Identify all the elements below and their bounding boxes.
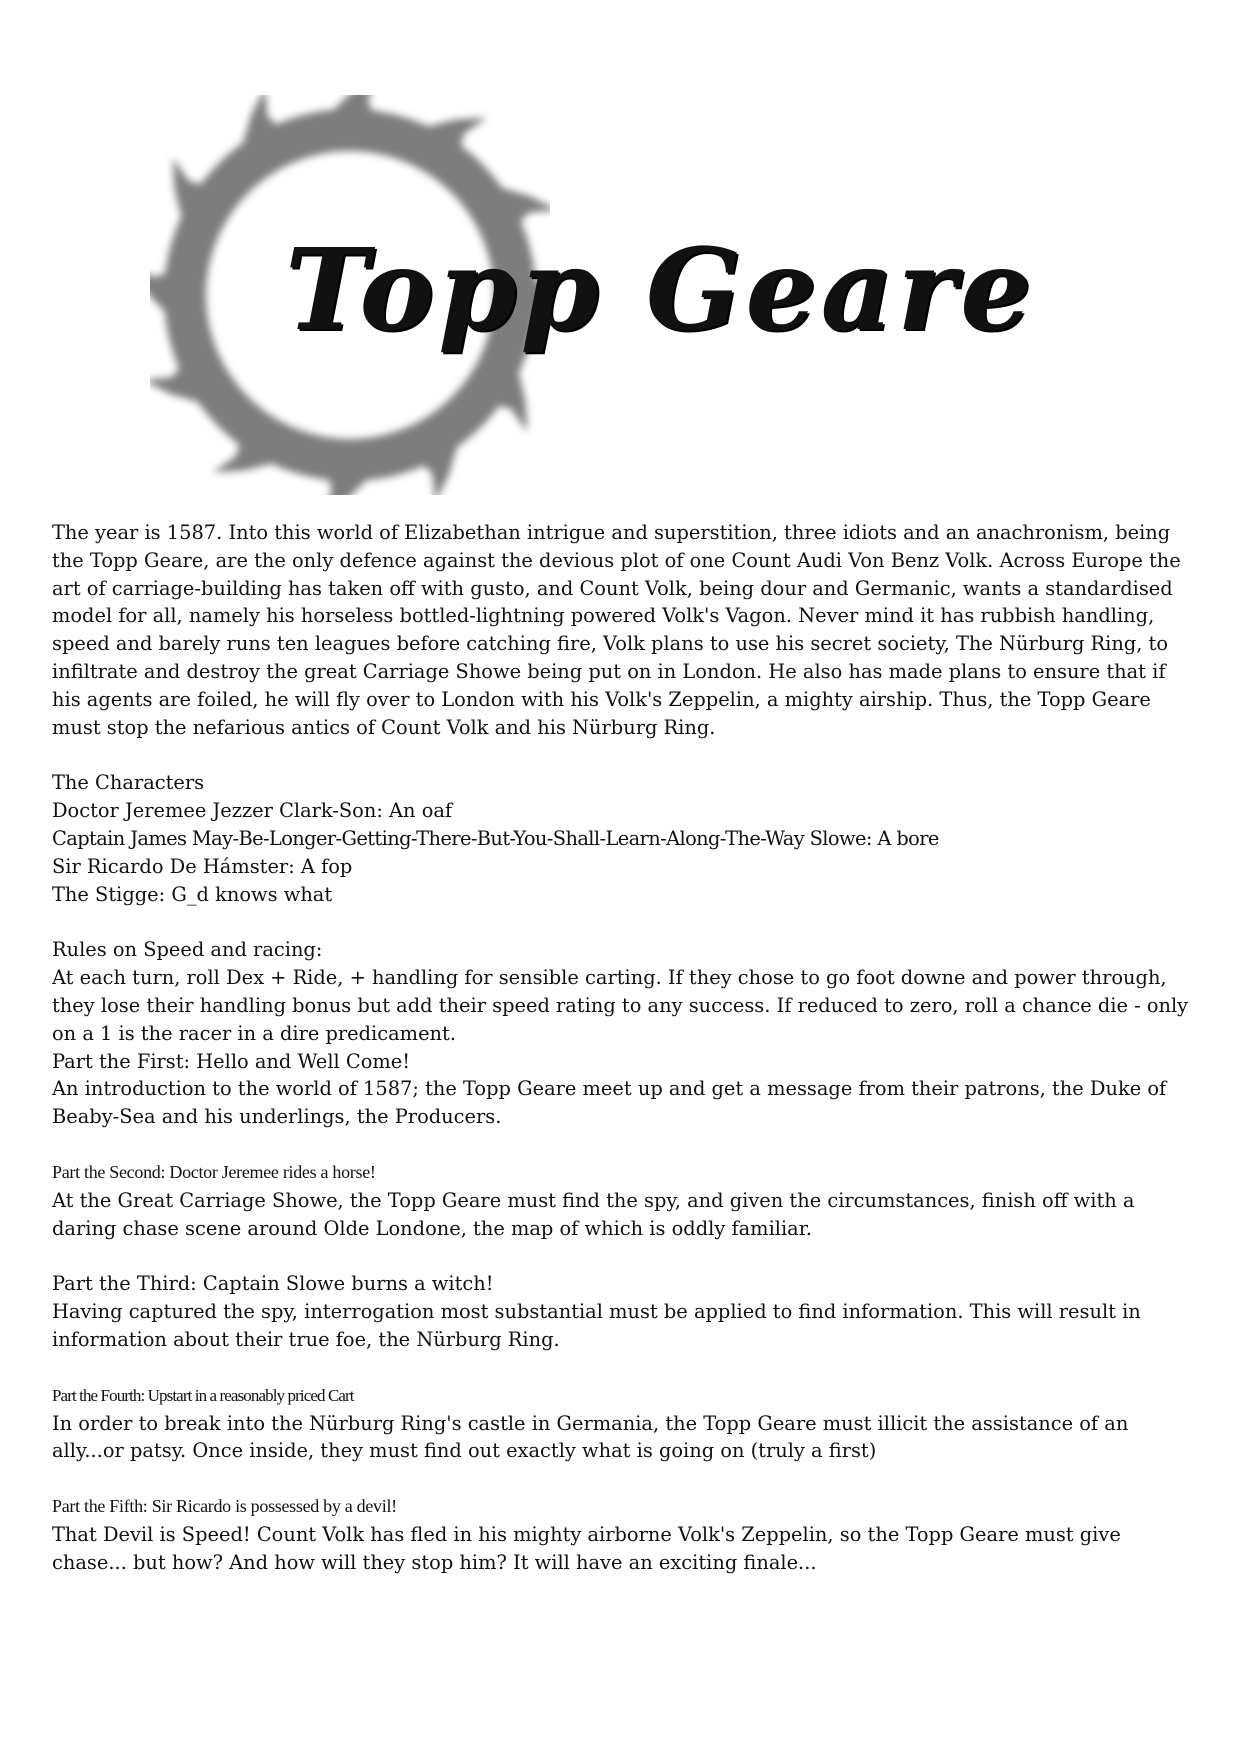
- part-text: In order to break into the Nürburg Ring's castle in Germania, the Topp Geare must illicit the assistance of an ally...or patsy. Once inside, they must find out exactly what is going on (truly a first): [52, 1411, 1129, 1463]
- page-title: Topp Geare: [285, 225, 1036, 356]
- part-text: That Devil is Speed! Count Volk has fled in his mighty airborne Volk's Zeppelin, so the Topp Geare must give chase... but how? And how will they stop him? It will have an exciting finale...: [52, 1522, 1121, 1574]
- part-heading: Part the Fourth: Upstart in a reasonably priced Cart: [52, 1385, 354, 1405]
- part-heading: Part the Third: Captain Slowe burns a witch!: [52, 1272, 494, 1296]
- part-heading: Part the Second: Doctor Jeremee rides a horse!: [52, 1161, 376, 1182]
- character-item: Captain James May-Be-Longer-Getting-There-But-You-Shall-Learn-Along-The-Way Slowe: A bore: [52, 826, 939, 850]
- part-text: An introduction to the world of 1587; the Topp Geare meet up and get a message from their patrons, the Duke of Beaby-Sea and his underlings, the Producers.: [52, 1077, 1167, 1129]
- characters-heading: The Characters: [52, 771, 205, 795]
- rules-text: At each turn, roll Dex + Ride, + handling for sensible carting. If they chose to go foot downe and power through, they lose their handling bonus but add their speed rating to any success. If reduced to zero, roll a chance die - only on a 1 is the racer in a dire predicament.: [52, 966, 1189, 1045]
- character-item: The Stigge: G_d knows what: [52, 882, 333, 906]
- character-item: Sir Ricardo De Hámster: A fop: [52, 854, 353, 878]
- character-item: Doctor Jeremee Jezzer Clark-Son: An oaf: [52, 799, 453, 823]
- part-heading: Part the First: Hello and Well Come!: [52, 1049, 411, 1073]
- document-body: [52, 519, 1192, 1577]
- rules-heading: Rules on Speed and racing:: [52, 938, 323, 962]
- title-logo: [150, 95, 1080, 495]
- part-text: Having captured the spy, interrogation most substantial must be applied to find information. This will result in information about their true foe, the Nürburg Ring.: [52, 1300, 1141, 1351]
- intro-paragraph: The year is 1587. Into this world of Elizabethan intrigue and superstition, three idiots and an anachronism, being the Topp Geare, are the only defence against the devious plot of one Count Audi Von Benz Volk. Across Europe the art of carriage-building has taken off with gusto, and Count Volk, being dour and Germanic, wants a standardised model for all, namely his horseless bottled-lightning powered Volk's Vagon. Never mind it has rubbish handling, speed and barely runs ten leagues before catching fire, Volk plans to use his secret society, The Nürburg Ring, to infiltrate and destroy the great Carriage Showe being put on in London. He also has made plans to ensure that if his agents are foiled, he will fly over to London with his Volk's Zeppelin, a mighty airship. Thus, the Topp Geare must stop the nefarious antics of Count Volk and his Nürburg Ring.: [52, 521, 1181, 739]
- part-heading: Part the Fifth: Sir Ricardo is possessed by a devil!: [52, 1496, 397, 1517]
- part-text: At the Great Carriage Showe, the Topp Geare must find the spy, and given the circumstances, finish off with a daring chase scene around Olde Londone, the map of which is oddly familiar.: [52, 1188, 1135, 1240]
